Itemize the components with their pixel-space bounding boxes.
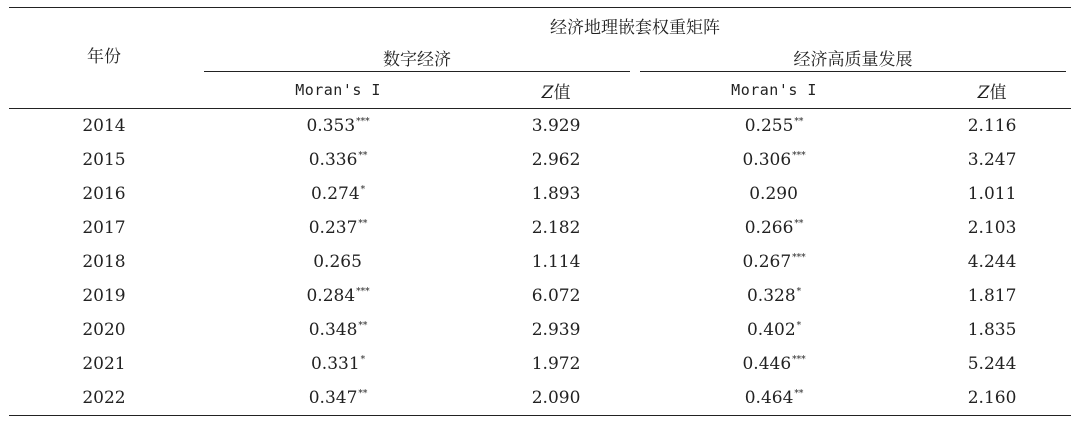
digital-moran-cell-value: 0.353 bbox=[306, 116, 356, 136]
year-cell-value: 2019 bbox=[82, 286, 126, 306]
col-moran-digital: Moran's I bbox=[199, 72, 477, 109]
year-cell-value: 2022 bbox=[82, 388, 126, 408]
digital-moran-cell-value: 0.347 bbox=[308, 388, 358, 408]
digital-z-cell-value: 6.072 bbox=[531, 286, 581, 306]
digital-z-cell bbox=[477, 177, 635, 211]
table-row bbox=[9, 347, 1071, 381]
digital-z-cell bbox=[477, 279, 635, 313]
group-header: 经济地理嵌套权重矩阵 bbox=[199, 8, 1071, 43]
significance-stars: * bbox=[360, 185, 366, 196]
significance-stars: *** bbox=[792, 253, 806, 264]
digital-moran-cell-value: 0.274 bbox=[310, 184, 360, 204]
digital-z-cell-value: 1.893 bbox=[531, 184, 581, 204]
significance-stars: *** bbox=[792, 151, 806, 162]
year-cell bbox=[9, 143, 199, 177]
year-cell-value: 2014 bbox=[82, 116, 126, 136]
table-row bbox=[9, 279, 1071, 313]
digital-moran-cell-value: 0.237 bbox=[308, 218, 358, 238]
table-row bbox=[9, 177, 1071, 211]
quality-moran-cell-value: 0.290 bbox=[749, 184, 798, 204]
quality-moran-cell bbox=[635, 245, 913, 279]
significance-stars: ** bbox=[794, 389, 804, 400]
significance-stars: *** bbox=[792, 355, 806, 366]
quality-z-cell-value: 1.011 bbox=[967, 184, 1017, 204]
quality-moran-cell bbox=[635, 279, 913, 313]
digital-z-cell-value: 3.929 bbox=[531, 116, 581, 136]
digital-z-cell bbox=[477, 347, 635, 381]
quality-z-cell bbox=[913, 381, 1071, 416]
significance-stars: *** bbox=[356, 287, 370, 298]
quality-z-cell-value: 2.160 bbox=[967, 388, 1017, 408]
significance-stars: ** bbox=[358, 321, 368, 332]
sub-header-digital-economy: 数字经济 bbox=[199, 42, 635, 72]
quality-z-cell-value: 1.835 bbox=[967, 320, 1017, 340]
z-suffix: 值 bbox=[989, 82, 1007, 103]
digital-moran-cell bbox=[199, 177, 477, 211]
significance-stars: ** bbox=[358, 389, 368, 400]
quality-moran-cell-value: 0.267 bbox=[742, 252, 792, 272]
quality-moran-cell-value: 0.402 bbox=[746, 320, 796, 340]
year-cell-value: 2021 bbox=[82, 354, 126, 374]
quality-moran-cell bbox=[635, 177, 913, 211]
digital-moran-cell-value: 0.348 bbox=[308, 320, 358, 340]
year-cell-value: 2017 bbox=[82, 218, 126, 238]
digital-z-cell bbox=[477, 143, 635, 177]
table-row bbox=[9, 313, 1071, 347]
digital-moran-cell-value: 0.336 bbox=[308, 150, 358, 170]
quality-moran-cell-value: 0.266 bbox=[744, 218, 794, 238]
digital-z-cell-value: 1.114 bbox=[531, 252, 581, 272]
digital-moran-cell bbox=[199, 381, 477, 416]
z-letter: Z bbox=[977, 82, 990, 103]
quality-z-cell-value: 1.817 bbox=[967, 286, 1017, 306]
quality-moran-cell-value: 0.255 bbox=[744, 116, 794, 136]
quality-z-cell bbox=[913, 143, 1071, 177]
year-cell-value: 2016 bbox=[82, 184, 126, 204]
digital-z-cell bbox=[477, 381, 635, 416]
digital-z-cell bbox=[477, 109, 635, 144]
significance-stars: ** bbox=[794, 219, 804, 230]
digital-z-cell bbox=[477, 313, 635, 347]
quality-z-cell bbox=[913, 347, 1071, 381]
digital-z-cell bbox=[477, 211, 635, 245]
quality-z-cell bbox=[913, 177, 1071, 211]
table-row bbox=[9, 245, 1071, 279]
quality-z-cell-value: 5.244 bbox=[967, 354, 1017, 374]
quality-moran-cell bbox=[635, 313, 913, 347]
quality-moran-cell-value: 0.306 bbox=[742, 150, 792, 170]
quality-z-cell-value: 4.244 bbox=[967, 252, 1017, 272]
z-letter: Z bbox=[541, 82, 554, 103]
col-moran-quality: Moran's I bbox=[635, 72, 913, 109]
digital-z-cell-value: 2.962 bbox=[531, 150, 581, 170]
quality-z-cell bbox=[913, 245, 1071, 279]
quality-moran-cell bbox=[635, 381, 913, 416]
digital-z-cell-value: 1.972 bbox=[531, 354, 581, 374]
digital-moran-cell-value: 0.331 bbox=[310, 354, 360, 374]
year-cell bbox=[9, 313, 199, 347]
table-row bbox=[9, 381, 1071, 416]
significance-stars: * bbox=[796, 287, 802, 298]
year-cell-value: 2015 bbox=[82, 150, 126, 170]
year-cell bbox=[9, 177, 199, 211]
digital-z-cell bbox=[477, 245, 635, 279]
quality-z-cell bbox=[913, 279, 1071, 313]
significance-stars: ** bbox=[794, 117, 804, 128]
quality-moran-cell bbox=[635, 143, 913, 177]
digital-moran-cell-value: 0.284 bbox=[306, 286, 356, 306]
sub-header-economic-quality: 经济高质量发展 bbox=[635, 42, 1071, 72]
quality-z-cell-value: 2.116 bbox=[967, 116, 1017, 136]
year-cell bbox=[9, 109, 199, 144]
quality-z-cell bbox=[913, 109, 1071, 144]
year-cell bbox=[9, 347, 199, 381]
digital-z-cell-value: 2.939 bbox=[531, 320, 581, 340]
col-z-quality bbox=[913, 72, 1071, 109]
digital-moran-cell-value: 0.265 bbox=[313, 252, 362, 272]
digital-moran-cell bbox=[199, 279, 477, 313]
digital-moran-cell bbox=[199, 313, 477, 347]
significance-stars: * bbox=[796, 321, 802, 332]
significance-stars: ** bbox=[358, 219, 368, 230]
digital-z-cell-value: 2.182 bbox=[531, 218, 581, 238]
col-z-digital bbox=[477, 72, 635, 109]
digital-moran-cell bbox=[199, 109, 477, 144]
significance-stars: * bbox=[360, 355, 366, 366]
quality-moran-cell bbox=[635, 109, 913, 144]
significance-stars: ** bbox=[358, 151, 368, 162]
quality-z-cell-value: 3.247 bbox=[967, 150, 1017, 170]
quality-moran-cell-value: 0.464 bbox=[744, 388, 794, 408]
quality-moran-cell bbox=[635, 211, 913, 245]
year-cell bbox=[9, 245, 199, 279]
table-row bbox=[9, 143, 1071, 177]
year-cell bbox=[9, 279, 199, 313]
z-suffix: 值 bbox=[553, 82, 571, 103]
digital-moran-cell bbox=[199, 143, 477, 177]
quality-moran-cell bbox=[635, 347, 913, 381]
digital-z-cell-value: 2.090 bbox=[531, 388, 581, 408]
year-cell-value: 2018 bbox=[82, 252, 126, 272]
significance-stars: *** bbox=[356, 117, 370, 128]
quality-z-cell bbox=[913, 211, 1071, 245]
moran-table bbox=[9, 7, 1071, 416]
year-cell bbox=[9, 211, 199, 245]
year-cell bbox=[9, 381, 199, 416]
digital-moran-cell bbox=[199, 245, 477, 279]
quality-moran-cell-value: 0.328 bbox=[746, 286, 796, 306]
quality-z-cell-value: 2.103 bbox=[967, 218, 1017, 238]
year-cell-value: 2020 bbox=[82, 320, 126, 340]
table-row bbox=[9, 109, 1071, 144]
quality-z-cell bbox=[913, 313, 1071, 347]
digital-moran-cell bbox=[199, 211, 477, 245]
year-header: 年份 bbox=[9, 8, 199, 109]
digital-moran-cell bbox=[199, 347, 477, 381]
table-row bbox=[9, 211, 1071, 245]
quality-moran-cell-value: 0.446 bbox=[742, 354, 792, 374]
